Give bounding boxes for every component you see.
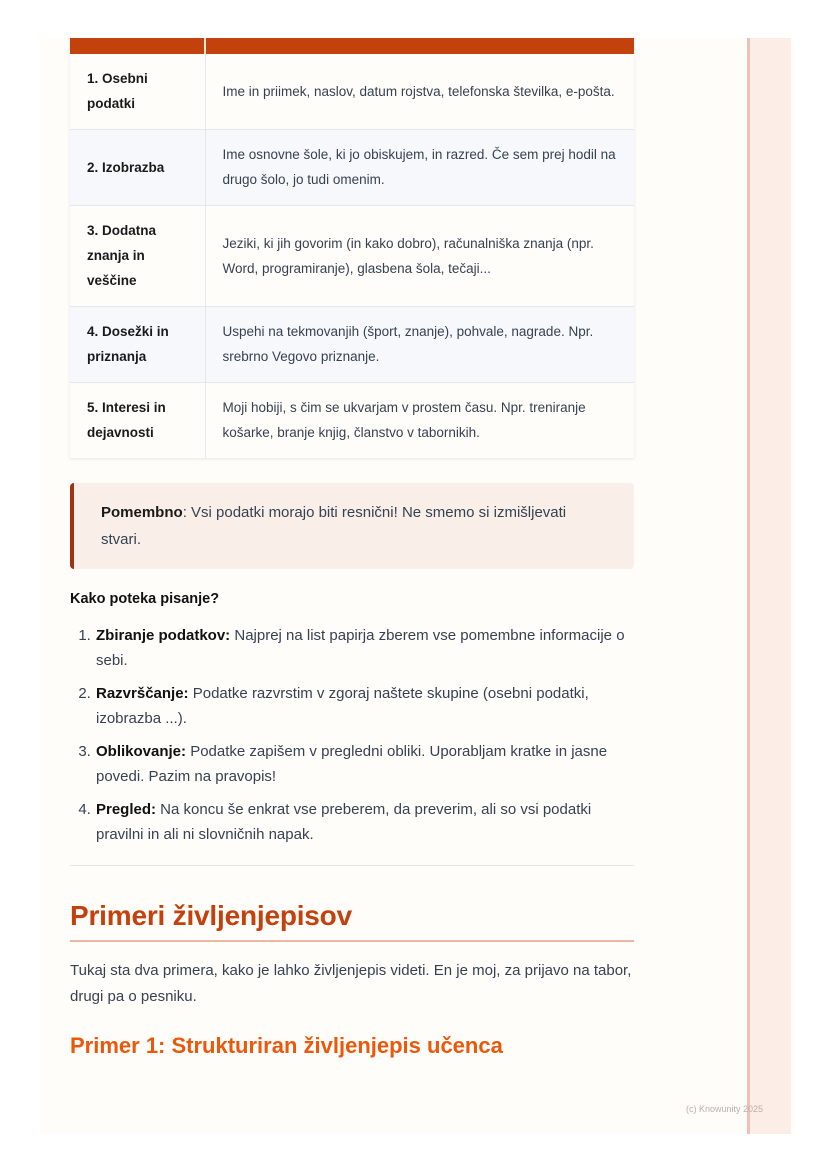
table-key-cell: 2. Izobrazba <box>70 130 205 206</box>
table-row <box>70 54 634 130</box>
page-side-strip <box>747 38 791 1134</box>
step-title: Razvrščanje: <box>96 685 189 702</box>
list-item <box>95 623 634 673</box>
step-title: Pregled: <box>96 801 157 818</box>
step-text: Podatke razvrstim v zgoraj naštete skupine (osebni podatki, izobrazba ...). <box>96 685 589 727</box>
copyright-watermark: (c) Knowunity 2025 <box>686 1104 764 1114</box>
example-1-title: Primer 1: Strukturiran življenjepis učenca <box>70 1033 503 1058</box>
section-divider <box>70 865 634 866</box>
step-text: Na koncu še enkrat vse preberem, da preverim, ali so vsi podatki pravilni in ali ni slovničnih napak. <box>96 801 592 843</box>
list-item <box>95 797 634 847</box>
table-value-cell: Uspehi na tekmovanjih (šport, znanje), pohvale, nagrade. Npr. srebrno Vegovo priznanje. <box>205 307 634 383</box>
step-title: Zbiranje podatkov: <box>96 627 231 644</box>
step-text: Podatke zapišem v pregledni obliki. Uporabljam kratke in jasne povedi. Pazim na pravopis! <box>96 743 608 785</box>
table-key-cell: 5. Interesi in dejavnosti <box>70 383 205 459</box>
table-key-cell: 4. Dosežki in priznanja <box>70 307 205 383</box>
table-key-cell: 3. Dodatna znanja in veščine <box>70 206 205 307</box>
important-callout <box>70 483 634 569</box>
callout-text: : Vsi podatki morajo biti resnični! Ne smemo si izmišljevati stvari. <box>101 504 567 548</box>
table-row <box>70 307 634 383</box>
step-title: Oblikovanje: <box>96 743 187 760</box>
table-value-cell: Jeziki, ki jih govorim (in kako dobro), računalniška znanja (npr. Word, programiranje), glasbena šola, tečaji... <box>205 206 634 307</box>
table-header-cell <box>205 38 634 54</box>
table-value-cell: Ime osnovne šole, ki jo obiskujem, in razred. Če sem prej hodil na drugo šolo, jo tudi omenim. <box>205 130 634 206</box>
table-value-cell: Ime in priimek, naslov, datum rojstva, telefonska številka, e-pošta. <box>205 54 634 130</box>
cv-sections-table <box>70 38 634 458</box>
list-item <box>95 739 634 789</box>
table-header-cell <box>70 38 205 54</box>
table-header-row <box>70 38 634 54</box>
examples-intro: Tukaj sta dva primera, kako je lahko življenjepis videti. En je moj, za prijavo na tabor, drugi pa o pesniku. <box>70 962 632 1005</box>
table-key-cell: 1. Osebni podatki <box>70 54 205 130</box>
document-content <box>70 38 634 1059</box>
list-item <box>95 681 634 731</box>
step-text: Najprej na list papirja zberem vse pomembne informacije o sebi. <box>96 627 625 669</box>
table-row <box>70 383 634 459</box>
examples-heading: Primeri življenjepisov <box>70 900 634 942</box>
table-value-cell: Moji hobiji, s čim se ukvarjam v prostem času. Npr. treniranje košarke, branje knjig, članstvo v tabornikih. <box>222 400 586 440</box>
process-heading: Kako poteka pisanje? <box>70 591 220 607</box>
callout-label: Pomembno <box>101 504 183 521</box>
process-steps-list <box>70 623 634 847</box>
table-row <box>70 206 634 307</box>
table-row <box>70 130 634 206</box>
